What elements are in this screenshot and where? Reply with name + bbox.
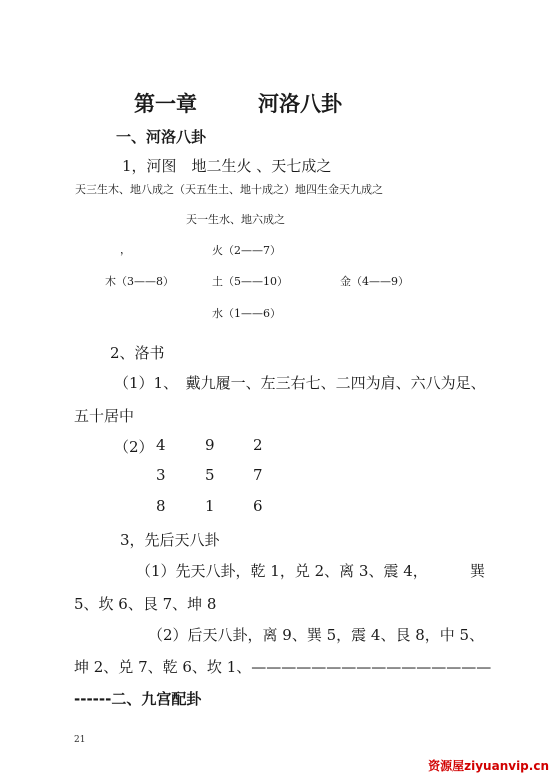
luoshu-cell: 3 [156,466,166,484]
luoshu-cell: 6 [253,497,263,515]
hetu-earth: 土（5——10） [212,275,288,288]
watermark: 资源屋ziyuanvip.cn [428,759,549,773]
luoshu-item-2-label: （2） [114,438,154,456]
luoshu-cell: 5 [205,466,215,484]
hetu-wood: 木（3——8） [105,275,174,288]
section-heading-hetu-luoshu-bagua: 一、河洛八卦 [116,128,207,146]
bagua-heading: 3，先后天八卦 [120,531,220,549]
hetu-fire: 火（2——7） [212,244,281,257]
luoshu-heading: 2、洛书 [110,344,165,362]
hetu-water: 水（1——6） [212,307,281,320]
xiantian-bagua-line-1: （1）先天八卦，乾 1，兑 2、离 3、震 4， [136,562,428,580]
hetu-line-3: 天一生水、地六成之 [186,213,285,226]
houtian-bagua-line-2: 坤 2、兑 7、乾 6、坎 1、———————————————— [74,658,492,676]
luoshu-cell: 1 [205,497,215,515]
xiantian-bagua-xun: 巽 [470,562,486,580]
hetu-dot: ， [120,243,131,256]
hetu-line-2: 天三生木、地八成之（天五生土、地十成之）地四生金天九成之 [75,183,383,196]
luoshu-cell: 2 [253,436,263,454]
chapter-title: 河洛八卦 [258,92,342,116]
luoshu-cell: 7 [253,466,263,484]
hetu-metal: 金（4——9） [340,275,409,288]
luoshu-cell: 8 [156,497,166,515]
luoshu-cell: 4 [156,436,166,454]
chapter-number: 第一章 [134,92,197,116]
luoshu-cell: 9 [205,436,215,454]
xiantian-bagua-line-2: 5、坎 6、艮 7、坤 8 [74,595,217,613]
page-number: 21 [74,735,86,745]
houtian-bagua-line-1: （2）后天八卦，离 9、巽 5，震 4、艮 8，中 5、 [148,626,485,644]
luoshu-item-1-line-1: （1）1、 戴九履一、左三右七、二四为肩、六八为足、 [114,374,486,392]
hetu-heading: 1，河图 地二生火 、天七成之 [122,157,332,175]
section-heading-jiugong: ------二、九宫配卦 [74,690,202,708]
luoshu-item-1-line-2: 五十居中 [74,407,135,425]
